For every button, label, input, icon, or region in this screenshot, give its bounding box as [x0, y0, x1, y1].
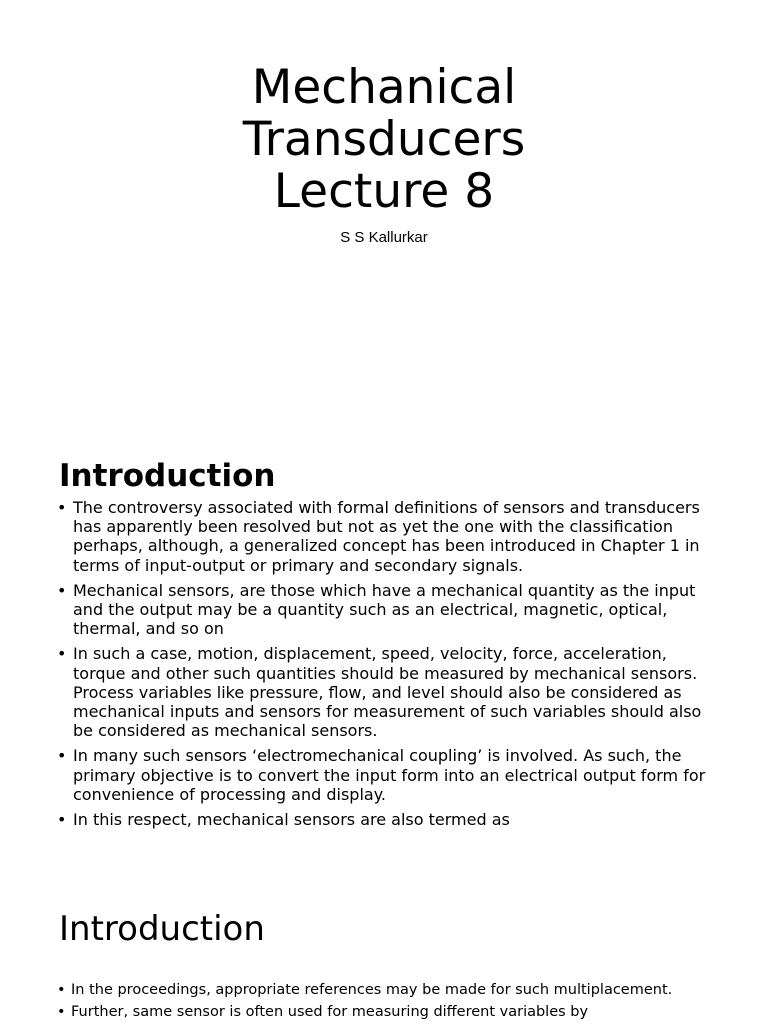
bullet-list — [57, 982, 718, 1024]
bullet-marker: • — [57, 746, 67, 766]
bullet-marker: • — [57, 1004, 66, 1020]
bullet-marker: • — [57, 580, 67, 600]
bullet-text: In many such sensors ‘electromechanical coupling’ is involved. As such, the primary objective is to convert the input form into an electrical output form for convenience of processing and display. — [73, 746, 706, 804]
slide-introduction-1 — [0, 432, 768, 864]
slide-heading: Introduction — [59, 909, 265, 949]
slide-title — [0, 0, 768, 432]
slide-heading: Introduction — [59, 458, 276, 494]
bullet-text: Mechanical sensors, are those which have a mechanical quantity as the input and the output may be a quantity such as an electrical, magnetic, optical, thermal, and so on — [73, 580, 696, 639]
bullet-item — [57, 746, 718, 804]
bullet-text: The controversy associated with formal definitions of sensors and transducers has apparently been resolved but not as yet the one with the classification perhaps, although, a generalized concept has been introduced in Chapter 1 in terms of input-output or primary and secondary signals. — [73, 498, 700, 575]
bullet-item — [57, 1004, 718, 1021]
slide-introduction-2 — [0, 864, 768, 1024]
bullet-text: In the proceedings, appropriate references may be made for such multiplacement. — [71, 982, 673, 998]
bullet-item — [57, 581, 718, 639]
bullet-marker: • — [57, 982, 66, 998]
bullet-marker: • — [57, 498, 67, 517]
bullet-item — [57, 644, 718, 740]
bullet-item — [57, 498, 718, 575]
bullet-item — [57, 982, 718, 999]
bullet-list — [57, 498, 718, 835]
bullet-text: In such a case, motion, displacement, speed, velocity, force, acceleration, torque and other such quantities should be measured by mechanical sensors. Process variables like pressure, flow, and level should also be considered as mechanical inputs and sensors for measurement of such variables should also be considered as mechanical sensors. — [73, 644, 702, 741]
bullet-marker: • — [57, 810, 67, 830]
author-name: S S Kallurkar — [340, 229, 428, 246]
bullet-item — [57, 810, 718, 829]
bullet-text: Further, same sensor is often used for measuring different variables by — [71, 1004, 589, 1020]
bullet-text: In this respect, mechanical sensors are also termed as — [73, 810, 510, 830]
lecture-title: Mechanical Transducers Lecture 8 — [242, 60, 526, 219]
bullet-marker: • — [57, 644, 67, 664]
